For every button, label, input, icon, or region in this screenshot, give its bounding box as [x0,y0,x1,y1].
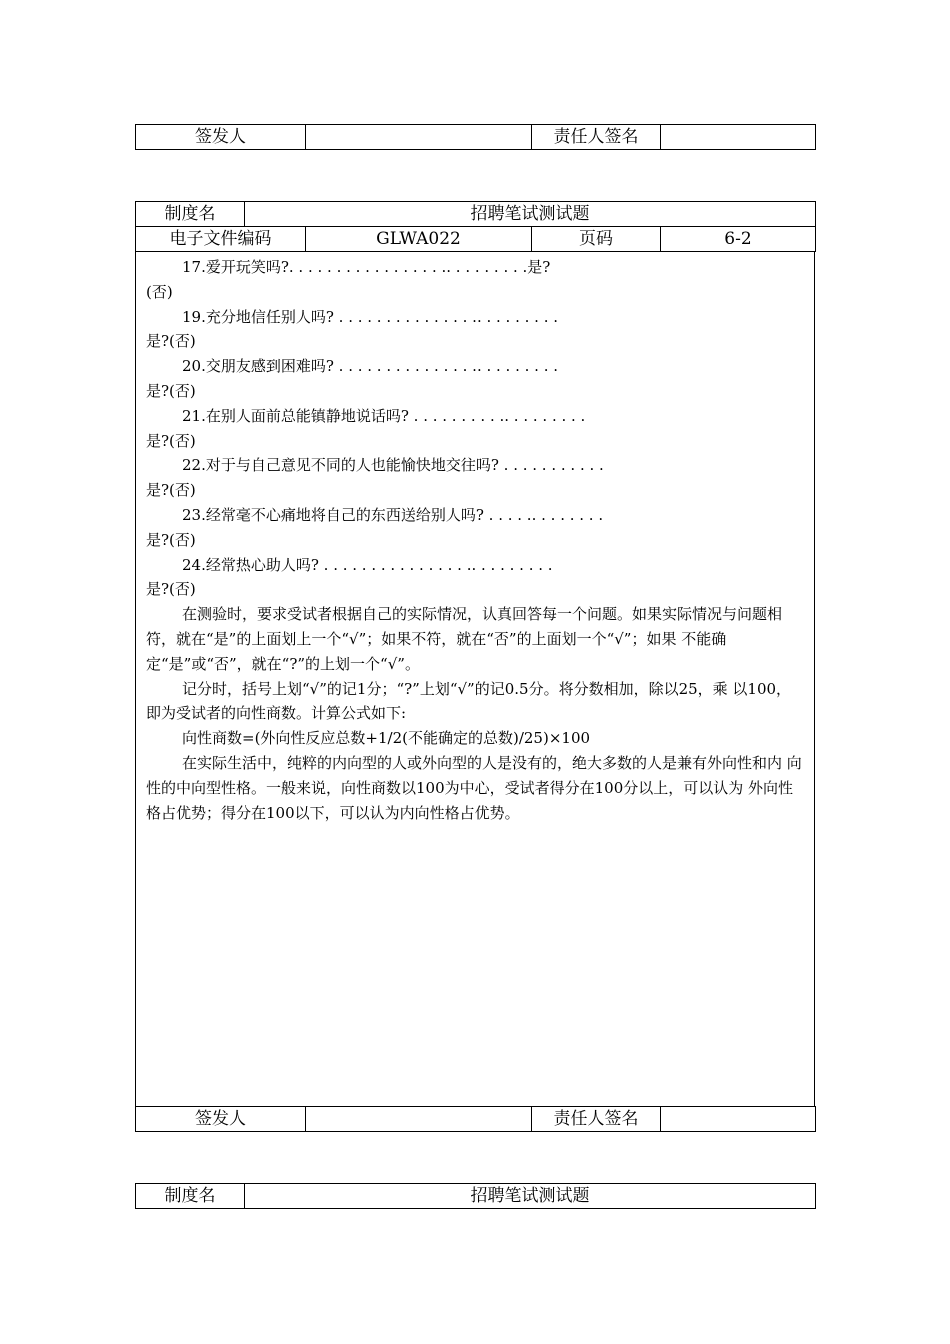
signer-label: 签发人 [136,1107,306,1132]
question-list [146,255,804,602]
responsible-value [661,125,816,150]
question-answer: 是?(否) [146,481,196,500]
question-answer: 是?(否) [146,431,196,450]
responsible-value [661,1107,816,1132]
formula-paragraph: 向性商数=(外向性反应总数+1/2(不能确定的总数)/25)×100 [182,729,591,748]
page-number-value: 6-2 [661,227,816,252]
page-number-label: 页码 [532,227,661,252]
interpretation-paragraph: 在实际生活中，纯粹的内向型的人或外向型的人是没有的，绝大多数的人是兼有外向性和内 向性的中向型性格。一般来说，向性商数以100为中心，受试者得分在100分以上，可以认为 外向性格占优势；得分在100以下，可以认为内向性格占优势。 [146,753,802,822]
scoring-paragraph: 记分时，括号上划“√”的记1分；“?”上划“√”的记0.5分。将分数相加，除以25，乘 以100，即为受试者的向性商数。计算公式如下: [146,679,792,723]
system-name-value: 招聘笔试测试题 [245,1184,816,1209]
instructions-paragraph: 在测验时，要求受试者根据自己的实际情况，认真回答每一个问题。如果实际情况与问题相 符，就在“是”的上面划上一个“√”；如果不符，就在“否”的上面划一个“√”；如果 不能确定“是”或“否”，就在“?”的上划一个“√”。 [146,605,783,673]
next-page-header-table [135,1183,816,1209]
document-content [135,251,815,1106]
question-answer: 是?(否) [146,580,196,599]
question-item [146,453,804,503]
file-code-value: GLWA022 [306,227,532,252]
question-text: 17.爱开玩笑吗?. . . . . . . . . . . . . . . . .. . . . . . . . .是? [182,258,551,276]
question-answer: (否) [146,282,173,301]
question-answer: 是?(否) [146,530,196,549]
top-signature-table [135,124,816,150]
system-name-label: 制度名 [136,202,245,227]
signer-label: 签发人 [136,125,306,150]
question-item [146,553,804,603]
signer-value [306,1107,532,1132]
question-item [146,305,804,355]
question-item [146,404,804,454]
main-signature-table [135,1106,816,1132]
file-code-label: 电子文件编码 [136,227,306,252]
question-item [146,503,804,553]
question-answer: 是?(否) [146,332,196,351]
system-name-value: 招聘笔试测试题 [245,202,816,227]
question-text: 22.对于与自己意见不同的人也能愉快地交往吗? . . . . . . . . . . . [182,456,604,475]
main-header-table [135,201,816,252]
question-item [146,354,804,404]
signer-value [306,125,532,150]
question-answer: 是?(否) [146,381,196,400]
question-text: 21.在别人面前总能镇静地说话吗? . . . . . . . . . .. . . . . . . . . [182,406,586,425]
responsible-label: 责任人签名 [532,125,661,150]
question-text: 23.经常毫不心痛地将自己的东西送给别人吗? . . . . .. . . . . . . . [182,505,604,524]
system-name-label: 制度名 [136,1184,245,1209]
question-item [146,255,804,305]
question-text: 24.经常热心助人吗? . . . . . . . . . . . . . . . .. . . . . . . . . [182,555,553,574]
responsible-label: 责任人签名 [532,1107,661,1132]
question-text: 19.充分地信任别人吗? . . . . . . . . . . . . . . .. . . . . . . . . [182,307,558,326]
question-text: 20.交朋友感到困难吗? . . . . . . . . . . . . . . .. . . . . . . . . [182,357,558,376]
